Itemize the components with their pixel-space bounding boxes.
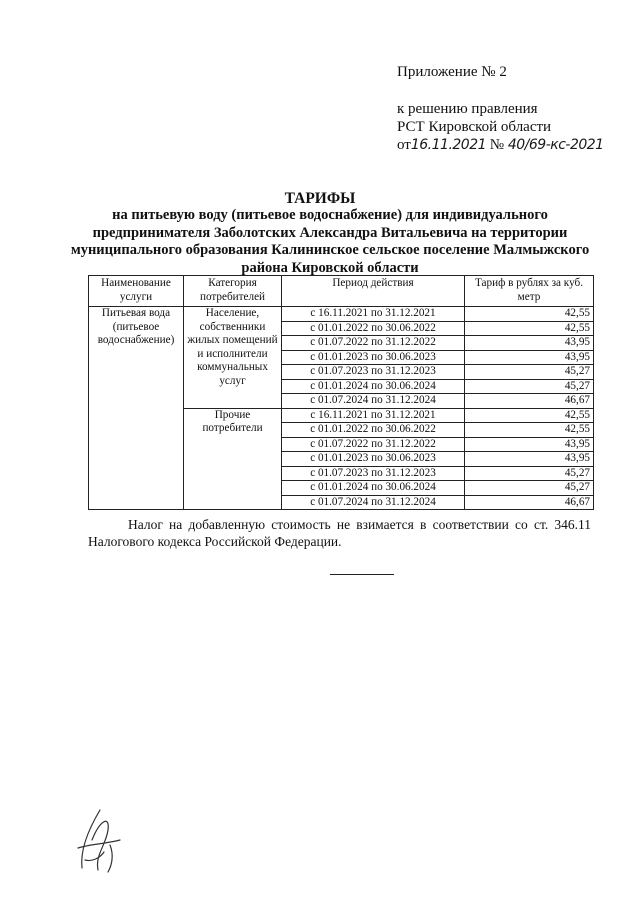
period-cell: с 16.11.2021 по 31.12.2021 <box>282 307 465 322</box>
closing-rule <box>330 574 394 575</box>
price-cell: 42,55 <box>465 423 594 438</box>
category-cell: Население, собственники жилых помещений и исполнители коммунальных услуг <box>184 307 282 409</box>
price-cell: 45,27 <box>465 365 594 380</box>
vat-note: Налог на добавленную стоимость не взимается в соответствии со ст. 346.11 Налогового кодекса Российской Федерации. <box>88 517 591 549</box>
document-title: ТАРИФЫ <box>284 190 356 207</box>
price-cell: 42,55 <box>465 307 594 322</box>
period-cell: с 01.01.2023 по 30.06.2023 <box>282 350 465 365</box>
price-cell: 45,27 <box>465 466 594 481</box>
period-cell: с 01.07.2022 по 31.12.2022 <box>282 437 465 452</box>
tariff-table <box>88 275 594 510</box>
service-name-cell: Питьевая вода (питьевое водоснабжение) <box>89 307 184 510</box>
period-cell: с 01.07.2024 по 31.12.2024 <box>282 495 465 510</box>
decision-line-2: РСТ Кировской области <box>397 119 552 135</box>
period-cell: с 01.01.2023 по 30.06.2023 <box>282 452 465 467</box>
price-cell: 43,95 <box>465 452 594 467</box>
price-cell: 45,27 <box>465 481 594 496</box>
period-cell: с 01.07.2023 по 31.12.2023 <box>282 466 465 481</box>
appendix-label: Приложение № 2 <box>397 64 507 80</box>
header-service: Наименование услуги <box>89 276 184 307</box>
price-cell: 42,55 <box>465 408 594 423</box>
decision-date-number <box>397 136 604 154</box>
period-cell: с 01.01.2022 по 30.06.2022 <box>282 423 465 438</box>
period-cell: с 01.01.2022 по 30.06.2022 <box>282 321 465 336</box>
period-cell: с 01.07.2023 по 31.12.2023 <box>282 365 465 380</box>
price-cell: 46,67 <box>465 394 594 409</box>
period-cell: с 01.07.2022 по 31.12.2022 <box>282 336 465 351</box>
price-cell: 46,67 <box>465 495 594 510</box>
decision-line-1: к решению правления <box>397 101 538 117</box>
category-cell: Прочие потребители <box>184 408 282 510</box>
period-cell: с 01.07.2024 по 31.12.2024 <box>282 394 465 409</box>
price-cell: 43,95 <box>465 437 594 452</box>
document-subtitle: на питьевую воду (питьевое водоснабжение) для индивидуального предпринимателя Заболотских Александра Витальевича на территории муниципального образования Калининское сельское поселение Малмыжского района Кировской области <box>70 207 590 276</box>
price-cell: 42,55 <box>465 321 594 336</box>
period-cell: с 01.01.2024 по 30.06.2024 <box>282 379 465 394</box>
price-cell: 43,95 <box>465 350 594 365</box>
signature-image <box>70 800 130 875</box>
from-prefix: от <box>397 137 411 153</box>
price-cell: 45,27 <box>465 379 594 394</box>
handwritten-number: 40/69-кс-2021 <box>507 137 604 153</box>
header-category: Категория потребителей <box>184 276 282 307</box>
number-sign: № <box>489 137 505 153</box>
table-row <box>89 307 594 322</box>
table-header-row <box>89 276 594 307</box>
decision-reference <box>397 100 604 154</box>
price-cell: 43,95 <box>465 336 594 351</box>
header-price: Тариф в рублях за куб. метр <box>465 276 594 307</box>
period-cell: с 16.11.2021 по 31.12.2021 <box>282 408 465 423</box>
header-period: Период действия <box>282 276 465 307</box>
period-cell: с 01.01.2024 по 30.06.2024 <box>282 481 465 496</box>
handwritten-date: 16.11.2021 <box>410 137 487 153</box>
